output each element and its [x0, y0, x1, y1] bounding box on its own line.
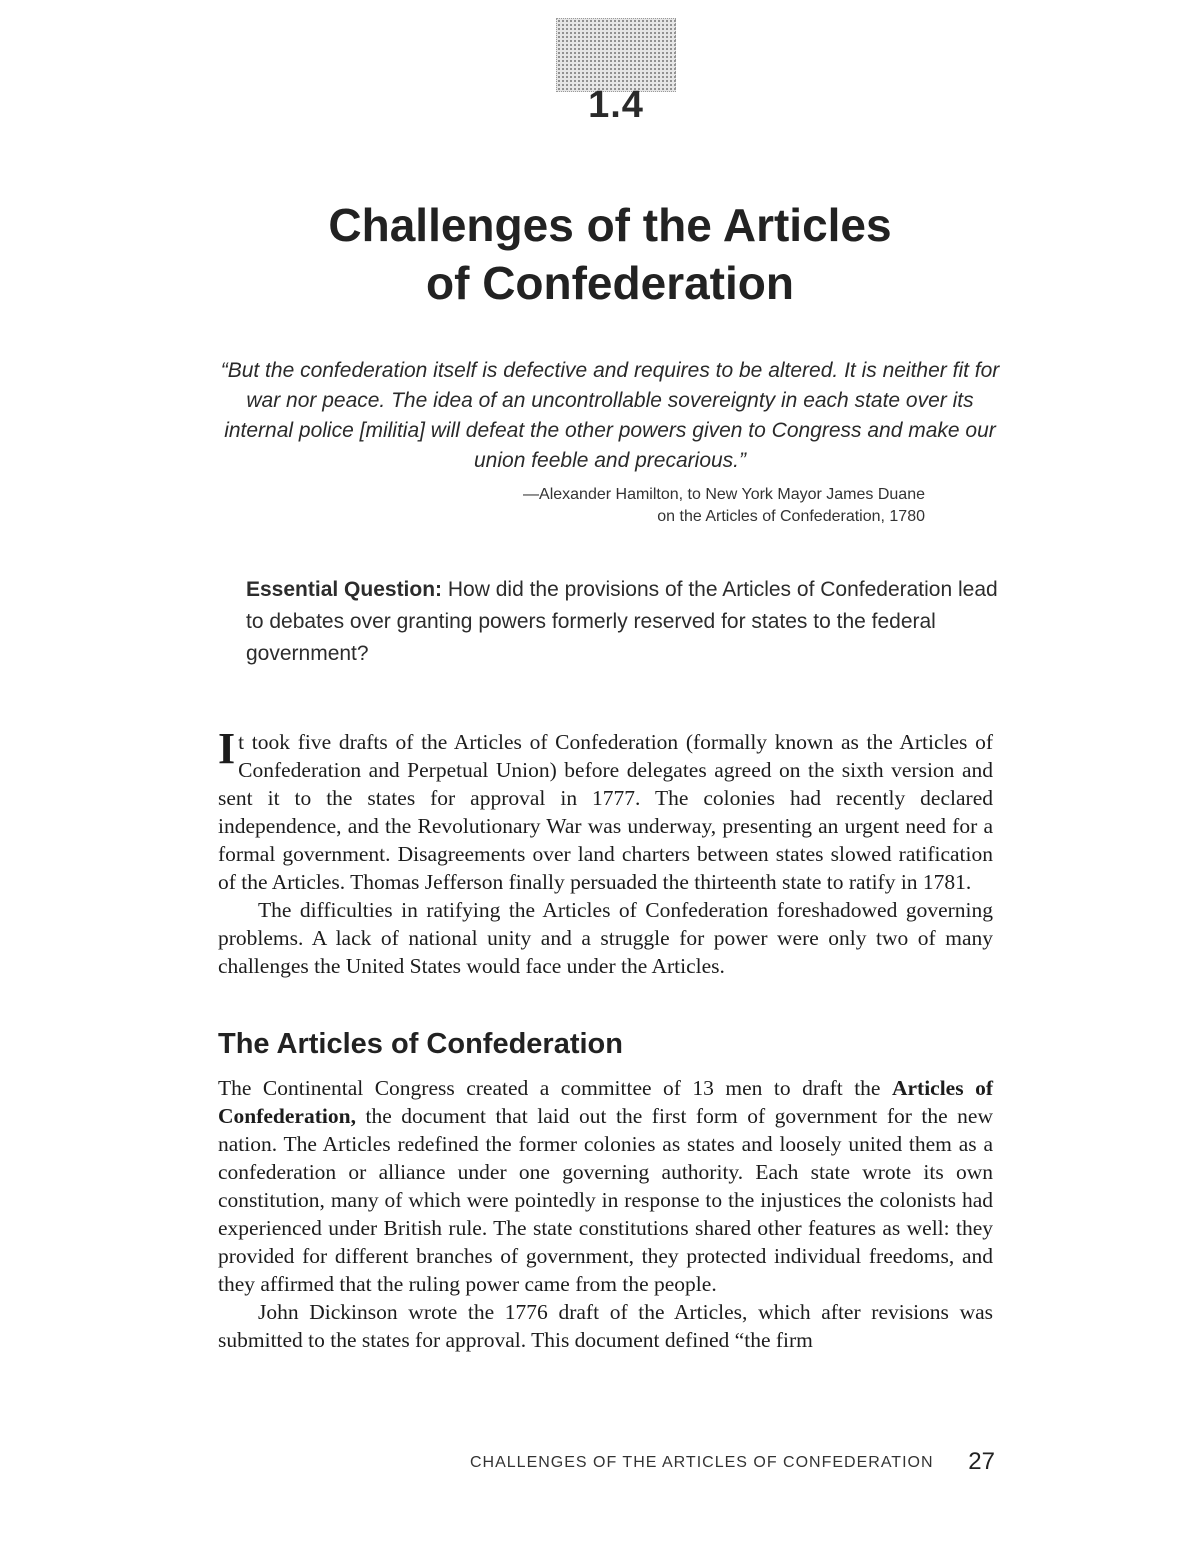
attribution-line-1: —Alexander Hamilton, to New York Mayor James Duane [523, 486, 925, 503]
articles-p1-before: The Continental Congress created a committee of 13 men to draft the [218, 1076, 881, 1100]
chapter-title [200, 196, 1020, 312]
articles-p1-after: the document that laid out the first form of government for the new nation. The Articles redefined the former colonies as states and loosely united them as a confederation or alliance under one governing authority. Each state wrote its own constitution, many of which were pointedly in response to the injustices the colonists had experienced under British rule. The state constitutions shared other features as well: they provided for different branches of government, they protected individual freedoms, and they affirmed that the ruling power came from the people. [218, 1104, 994, 1296]
epigraph-quote: “But the confederation itself is defective and requires to be altered. It is neither fit for war nor peace. The idea of an uncontrollable sovereignty in each state over its internal police [militia] will defeat the other powers given to Congress and make our union feeble and precarious.” [220, 359, 1000, 472]
chapter-title-line-2: of Confederation [426, 257, 794, 309]
intro-paragraph-1 [218, 724, 993, 896]
attribution-line-2: on the Articles of Confederation, 1780 [657, 508, 925, 525]
running-footer-title: CHALLENGES OF THE ARTICLES OF CONFEDERATION [470, 1454, 934, 1471]
essential-question-label: Essential Question: [246, 578, 443, 601]
essential-question-text: How did the provisions of the Articles of Confederation lead to debates over granting powers formerly reserved for states to the federal government? [246, 578, 998, 665]
articles-paragraph-2: John Dickinson wrote the 1776 draft of the Articles, which after revisions was submitted to the states for approval. This document defined “the firm [218, 1300, 993, 1352]
section-number-badge [556, 18, 676, 92]
intro-section [218, 724, 993, 980]
intro-paragraph-1-text: t took five drafts of the Articles of Confederation (formally known as the Articles of Confederation and Perpetual Union) before delegates agreed on the sixth version and sent it to the states for approval in 1777. The colonies had recently declared independence, and the Revolutionary War was underway, presenting an urgent need for a formal government. Disagreements over land charters between states slowed ratification of the Articles. Thomas Jefferson finally persuaded the thirteenth state to ratify in 1781. [218, 730, 993, 894]
section-number: 1.4 [588, 84, 644, 126]
epigraph-attribution [380, 484, 925, 528]
section-heading: The Articles of Confederation [218, 1028, 623, 1060]
chapter-title-line-1: Challenges of the Articles [328, 199, 892, 251]
drop-cap: I [218, 724, 236, 773]
page-number: 27 [968, 1448, 995, 1475]
key-term: Articles of Confederation, [218, 1076, 993, 1128]
articles-section [218, 1074, 993, 1354]
essential-question [246, 574, 1006, 670]
articles-paragraph-1 [218, 1074, 993, 1298]
intro-paragraph-2: The difficulties in ratifying the Articles of Confederation foreshadowed governing problems. A lack of national unity and a struggle for power were only two of many challenges the United States would face under the Articles. [218, 898, 993, 978]
